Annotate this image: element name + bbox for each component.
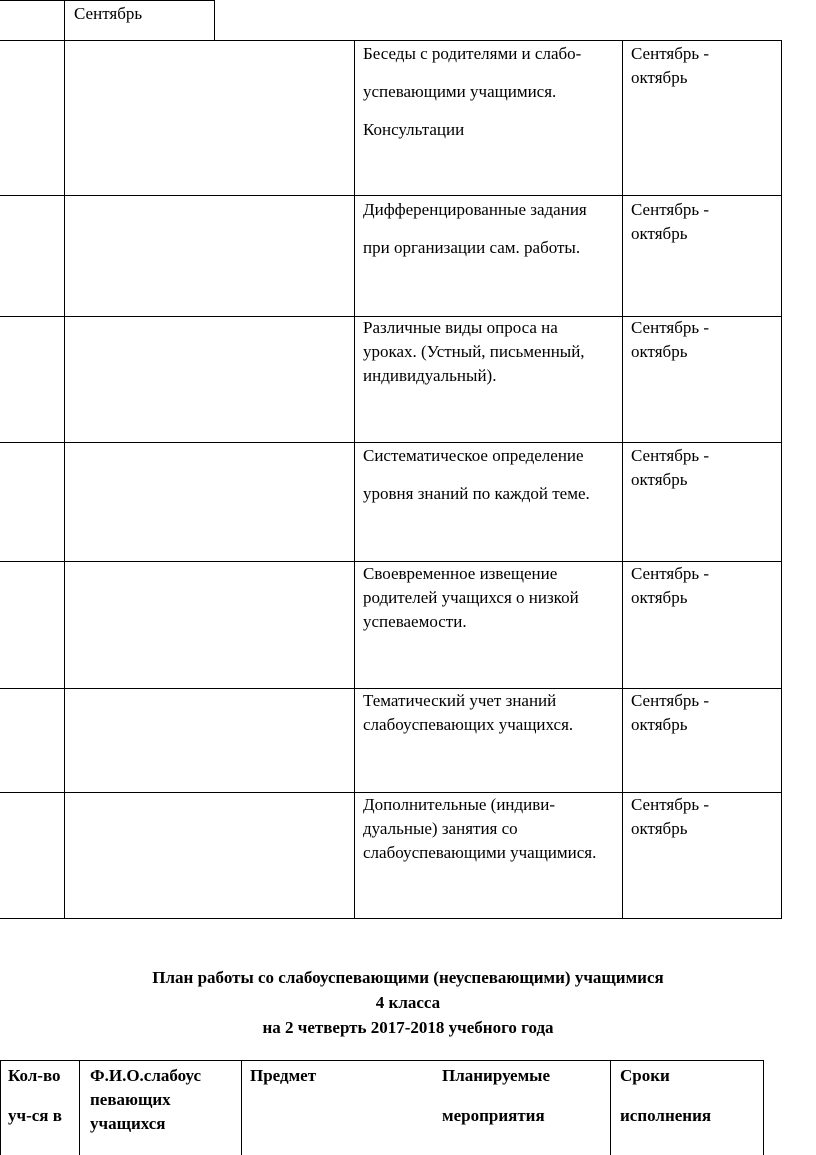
activity-1-line-2: успевающими учащимися. (363, 82, 557, 101)
table-border (214, 0, 215, 40)
term-4-line-1: Сентябрь - (631, 446, 710, 465)
term-5-line-1: Сентябрь - (631, 564, 710, 583)
term-6-line-2: октябрь (631, 715, 688, 734)
term-7-line-2: октябрь (631, 819, 688, 838)
activity-5-line-1: Своевременное извещение (363, 564, 558, 583)
term-4-line-2: октябрь (631, 470, 688, 489)
activity-5-line-3: успеваемости. (363, 612, 467, 631)
header-names-line-3: учащихся (90, 1114, 166, 1133)
table-border (0, 1060, 1, 1155)
table-border (79, 1060, 80, 1155)
activity-7-line-3: слабоуспевающими учащимися. (363, 843, 597, 862)
activity-1-line-1: Беседы с родителями и слабо- (363, 44, 582, 63)
activity-2-line-1: Дифференцированные задания (363, 200, 587, 219)
activity-4-line-1: Систематическое определение (363, 446, 584, 465)
header-terms-line-2: исполнения (620, 1106, 712, 1125)
term-3-line-1: Сентябрь - (631, 318, 710, 337)
header-subject: Предмет (250, 1066, 317, 1085)
activity-6-line-2: слабоуспевающих учащихся. (363, 715, 574, 734)
term-1-line-2: октябрь (631, 68, 688, 87)
table-border (0, 442, 782, 443)
term-6-line-1: Сентябрь - (631, 691, 710, 710)
table-border (610, 1060, 611, 1155)
activity-3-line-2: уроках. (Устный, письменный, (363, 342, 585, 361)
table-border (622, 40, 623, 919)
table-border (0, 1060, 764, 1061)
activity-7-line-1: Дополнительные (индиви- (363, 795, 556, 814)
table-border (763, 1060, 764, 1155)
term-3-line-2: октябрь (631, 342, 688, 361)
header-count-line-1: Кол-во (8, 1066, 61, 1085)
plan-title-line-3: на 2 четверть 2017-2018 учебного года (262, 1018, 554, 1037)
activity-2-line-2: при организации сам. работы. (363, 238, 581, 257)
activity-7-line-2: дуальные) занятия со (363, 819, 518, 838)
header-names-line-1: Ф.И.О.слабоус (90, 1066, 202, 1085)
table-border (64, 0, 65, 918)
table-border (0, 918, 782, 919)
plan-title-line-1: План работы со слабоуспевающими (неуспевающими) учащимися (152, 968, 664, 987)
term-5-line-2: октябрь (631, 588, 688, 607)
table-border (354, 40, 355, 919)
first-row-month: Сентябрь (74, 4, 143, 23)
header-names-line-2: певающих (90, 1090, 171, 1109)
activity-3-line-3: индивидуальный). (363, 366, 497, 385)
term-2-line-1: Сентябрь - (631, 200, 710, 219)
header-activities-line-1: Планируемые (442, 1066, 551, 1085)
activity-6-line-1: Тематический учет знаний (363, 691, 557, 710)
header-activities-line-2: мероприятия (442, 1106, 545, 1125)
header-count-line-2: уч-ся в (8, 1106, 62, 1125)
table-border (0, 40, 782, 41)
activity-5-line-2: родителей учащихся о низкой (363, 588, 579, 607)
plan-title-line-2: 4 класса (375, 993, 441, 1012)
table-border (0, 195, 782, 196)
table-border (781, 40, 782, 919)
activity-4-line-2: уровня знаний по каждой теме. (363, 484, 590, 503)
table-border (0, 0, 214, 1)
term-2-line-2: октябрь (631, 224, 688, 243)
term-1-line-1: Сентябрь - (631, 44, 710, 63)
activity-3-line-1: Различные виды опроса на (363, 318, 558, 337)
table-border (241, 1060, 242, 1155)
activity-1-line-3: Консультации (363, 120, 465, 139)
header-terms-line-1: Сроки (620, 1066, 670, 1085)
term-7-line-1: Сентябрь - (631, 795, 710, 814)
